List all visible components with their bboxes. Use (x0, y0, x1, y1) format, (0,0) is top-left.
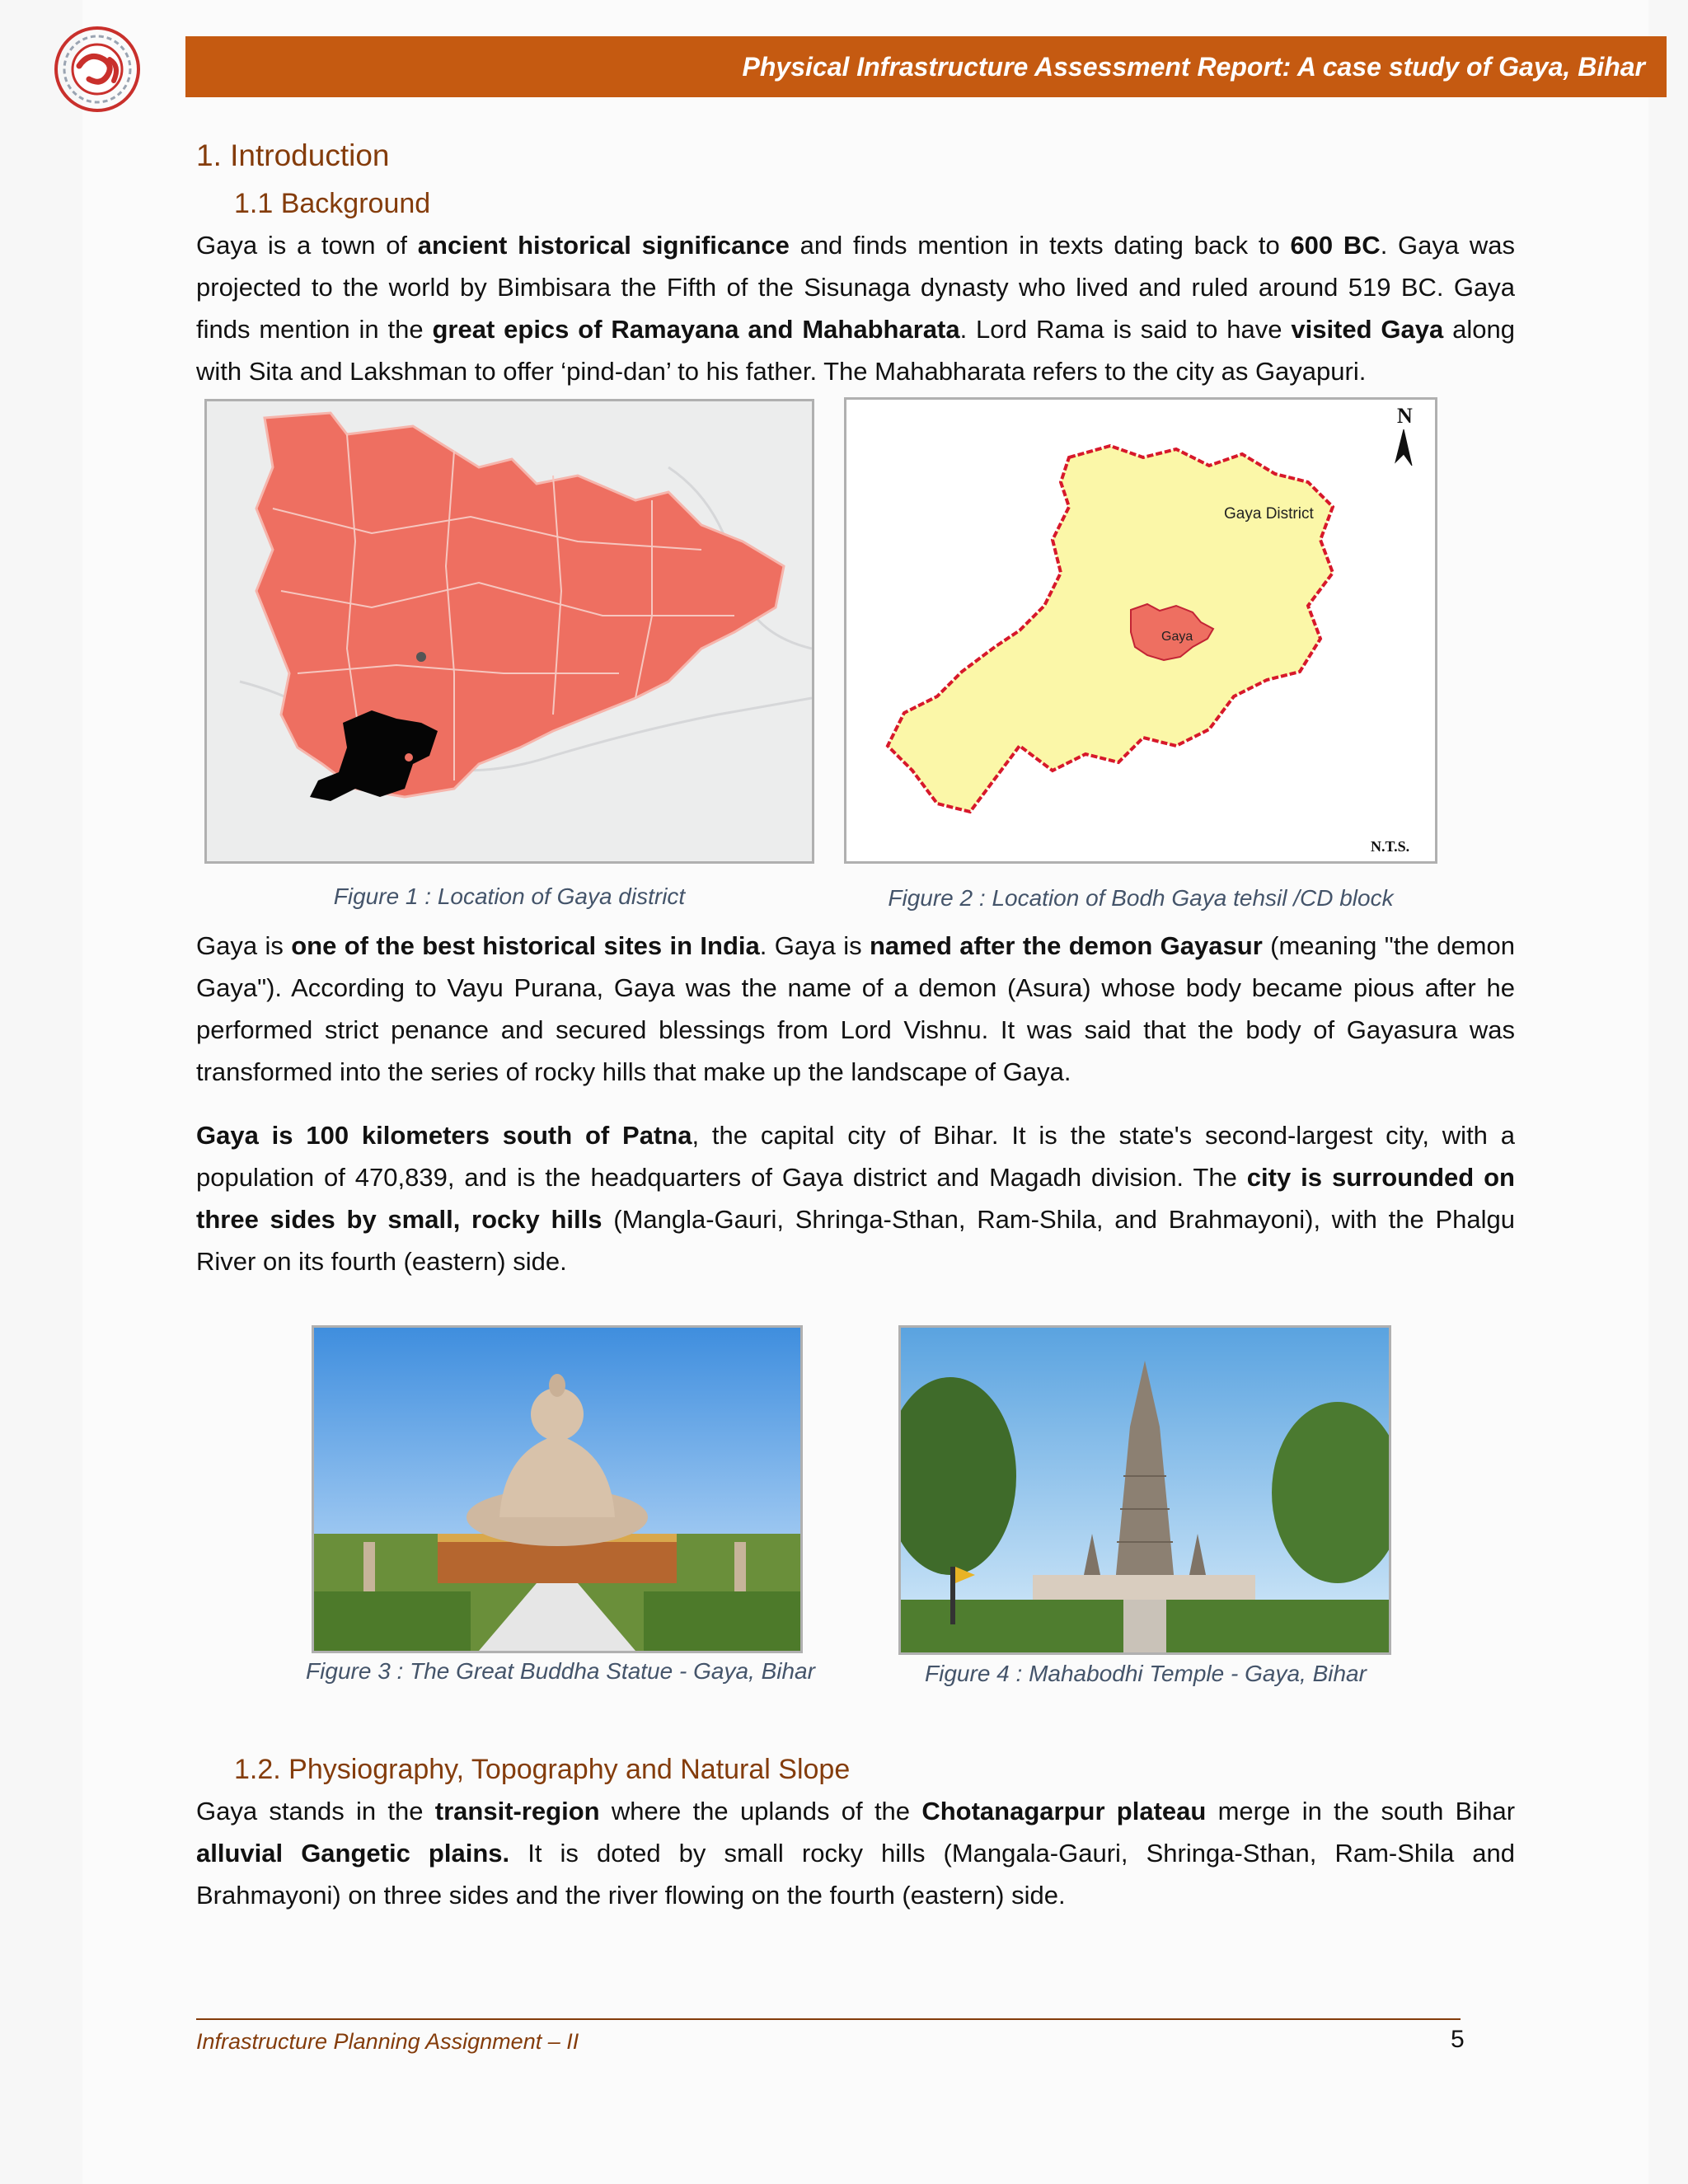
paragraph-location: Gaya is 100 kilometers south of Patna, the capital city of Bihar. It is the state's second-largest city, with a population of 470,839, and is the headquarters of Gaya district and Magadh division. The city is surrounded on three sides by small, rocky hills (Mangla-Gauri, Shringa-Sthan, Ram-Shila, and Brahmayoni), with the Phalgu River on its fourth (eastern) side. (196, 1121, 1515, 1276)
institution-logo (31, 18, 163, 125)
footer-text: Infrastructure Planning Assignment – II (196, 2029, 579, 2054)
gaya-city-label: Gaya (1161, 630, 1193, 644)
figure-1-caption: Figure 1 : Location of Gaya district (333, 883, 686, 909)
subsection-heading-physiography: 1.2. Physiography, Topography and Natural Slope (234, 1754, 851, 1785)
paragraph-physiography: Gaya stands in the transit-region where the uplands of the Chotanagarpur plateau merge in the south Bihar alluvial Gangetic plains. It is doted by small rocky hills (Mangala-Gauri, Shringa-Sthan, Ram-Shila and Brahmayoni) on three sides and the river flowing on the fourth (eastern) side. (196, 1797, 1516, 1910)
header-band (185, 36, 1667, 97)
figure-2-caption: Figure 2 : Location of Bodh Gaya tehsil /CD block (888, 885, 1394, 911)
figure-2-gaya-district-map (844, 397, 1437, 864)
gaya-district-label: Gaya District (1224, 505, 1314, 523)
figure-3-buddha-statue-photo (312, 1325, 803, 1653)
paragraph-background: Gaya is a town of ancient historical significance and finds mention in texts dating back to 600 BC. Gaya was projected to the world by Bimbisara the Fifth of the Sisunaga dynasty who lived and ruled around 519 BC. Gaya finds mention in the great epics of Ramayana and Mahabharata. Lord Rama is said to have visited Gaya along with Sita and Lakshman to offer ‘pind-dan’ to his father. The Mahabharata refers to the city as Gayapuri. (196, 231, 1516, 386)
figure-4-caption: Figure 4 : Mahabodhi Temple - Gaya, Bihar (925, 1661, 1367, 1686)
figure-4-mahabodhi-temple-photo (898, 1325, 1391, 1655)
figure-1-bihar-map (204, 399, 814, 864)
section-heading-introduction: 1. Introduction (196, 138, 390, 172)
paragraph-history: Gaya is one of the best historical sites in India. Gaya is named after the demon Gayasur (meaning "the demon Gaya"). According to Vayu Purana, Gaya was the name of a demon (Asura) whose body became pious after he performed strict penance and secured blessings from Lord Vishnu. It was said that the body of Gayasura was transformed into the series of rocky hills that make up the landscape of Gaya. (196, 931, 1515, 1086)
figure-3-caption: Figure 3 : The Great Buddha Statue - Gaya, Bihar (306, 1658, 815, 1684)
header-title: Physical Infrastructure Assessment Report: A case study of Gaya, Bihar (742, 51, 1645, 82)
north-arrow-icon (1395, 429, 1412, 466)
scale-label: N.T.S. (1371, 838, 1410, 855)
subsection-heading-background: 1.1 Background (234, 188, 431, 219)
page-number: 5 (1451, 2026, 1465, 2053)
footer-divider (196, 2018, 1461, 2020)
north-label: N (1397, 404, 1413, 428)
